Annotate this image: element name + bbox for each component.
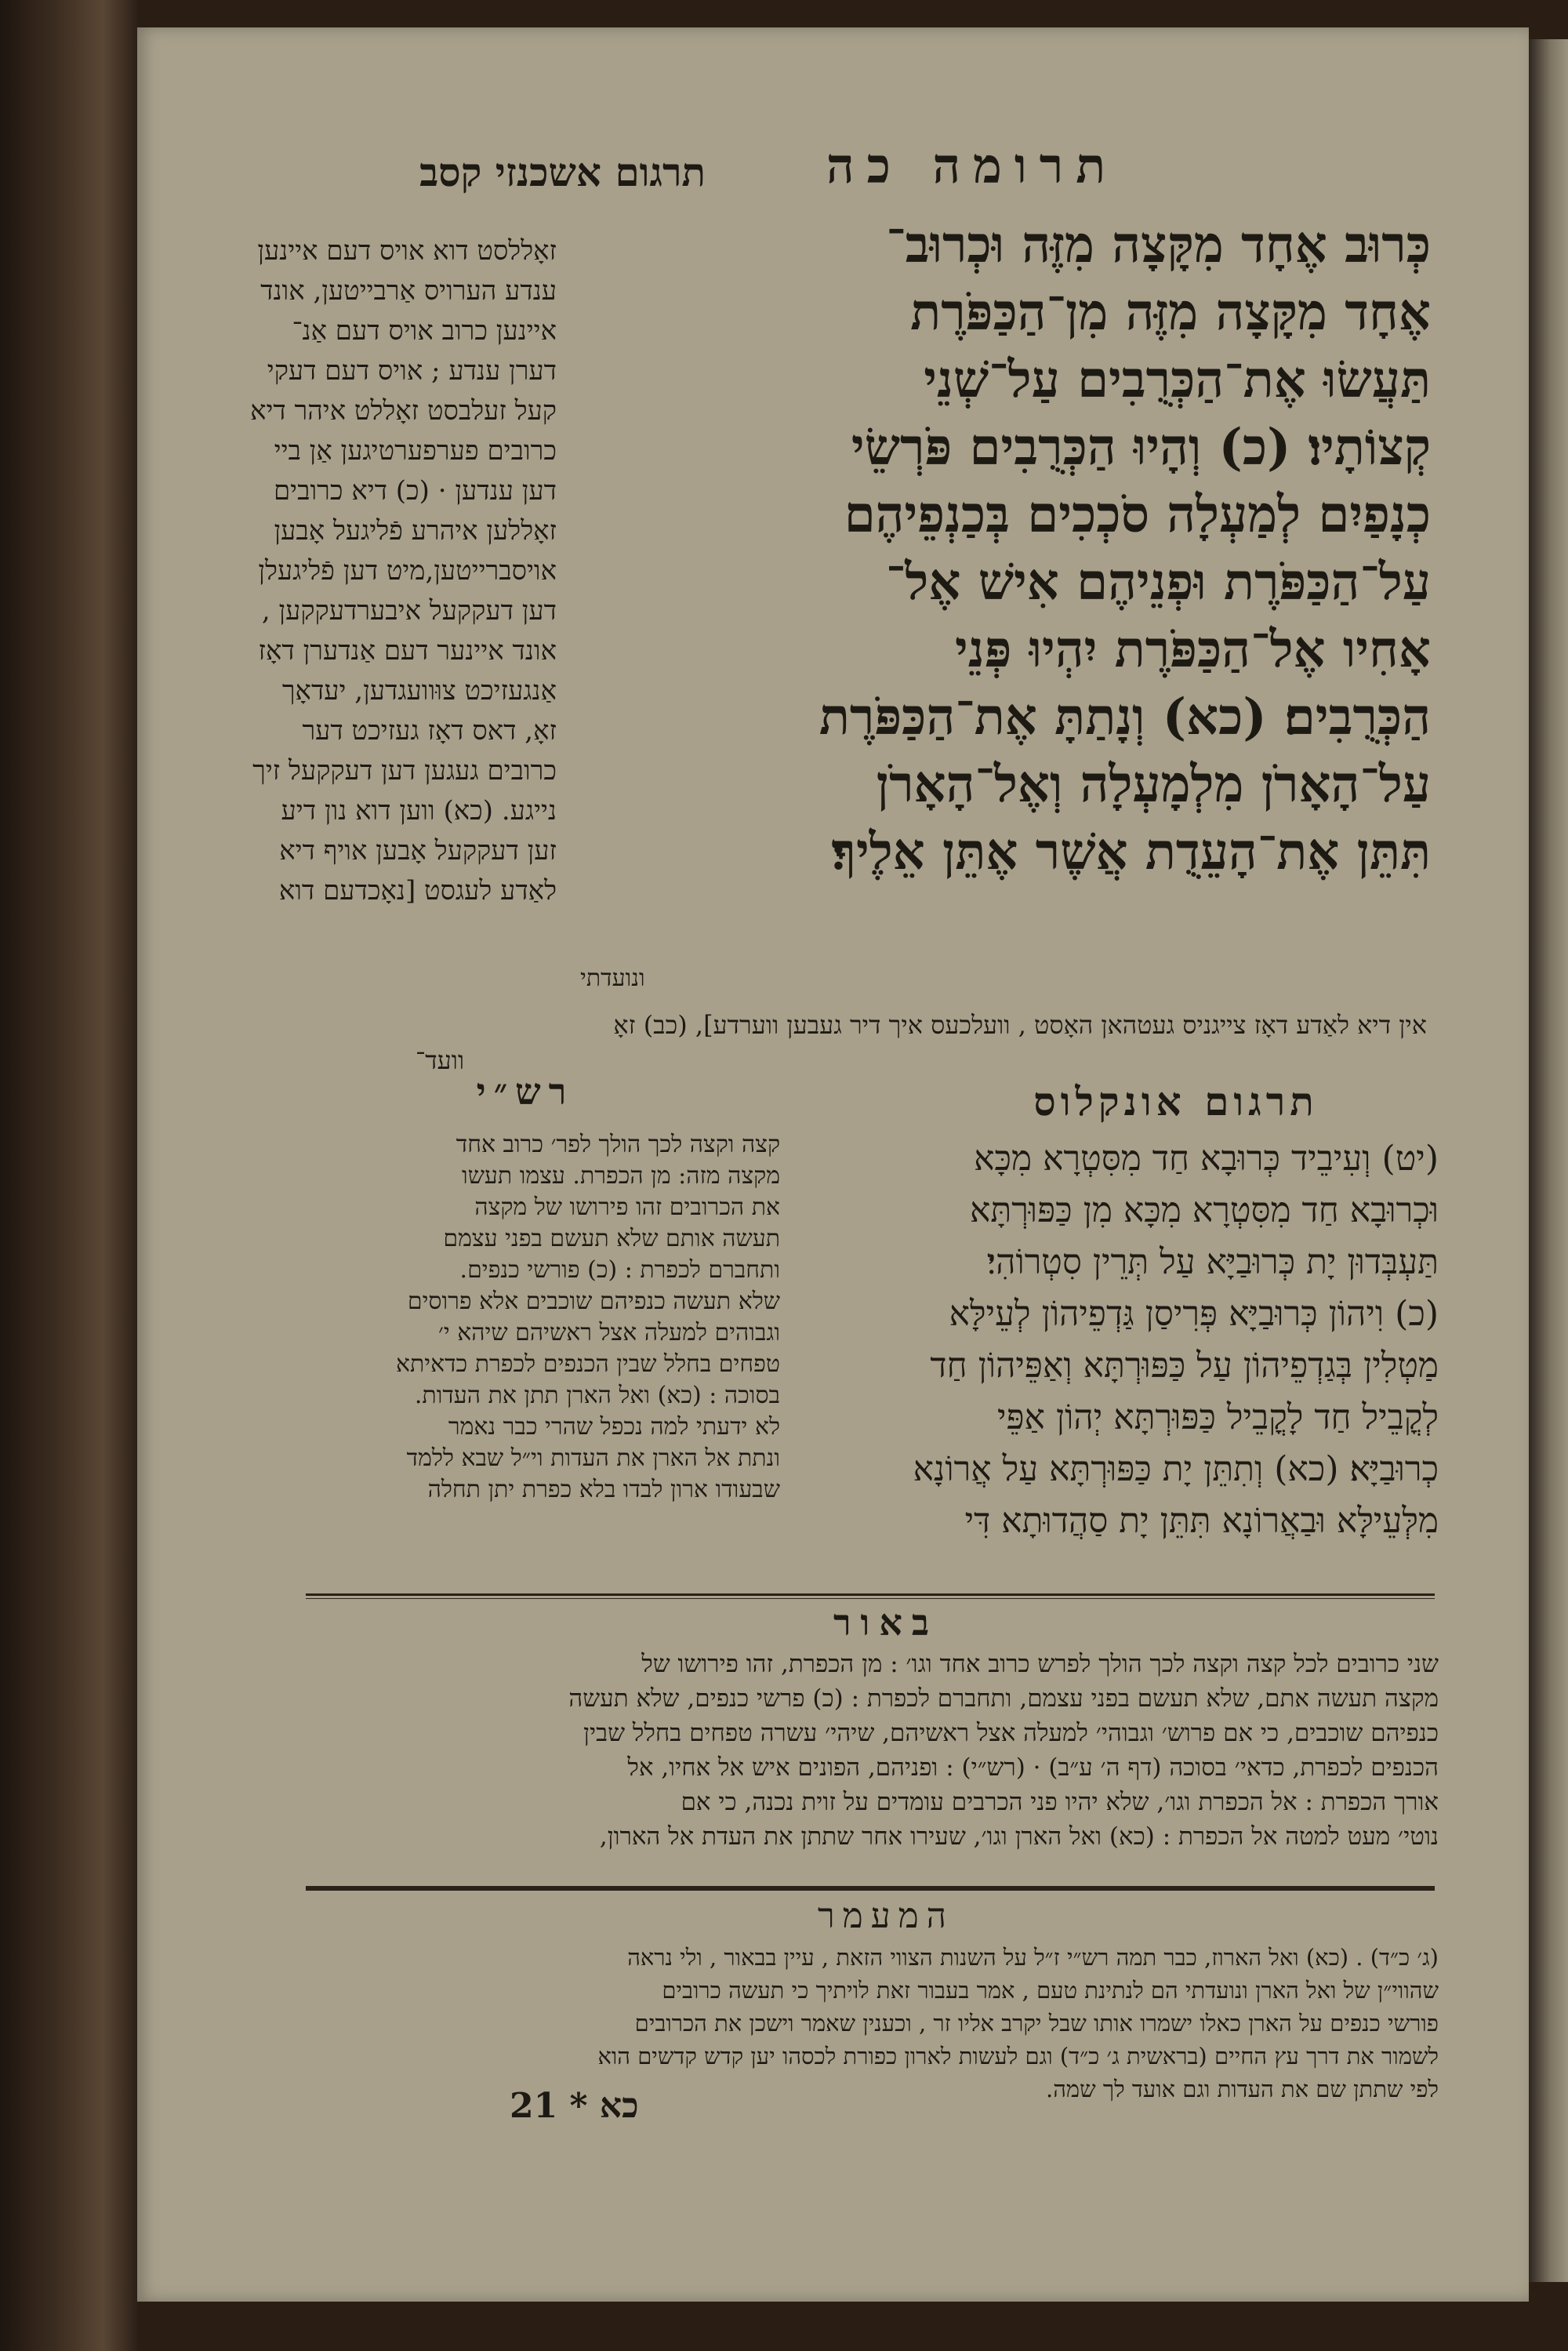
- rashi-heading: רש״י: [476, 1070, 575, 1113]
- translation-line: אויסברייטען,מיט דען פֿליגעלן: [258, 555, 557, 587]
- onkelos-line: (יט) וְעִיבֵיד כְּרוּבָא חַד מִסִּטְרָא מִכָּא: [974, 1139, 1439, 1179]
- translation-line: זאָ, דאס דאָז געזיכט דער: [302, 715, 557, 747]
- torah-line: קְצוֹתָיו׃ (כ) וְהָיוּ הַכְּרֻבִים פֹּרְשֵׂי: [851, 418, 1431, 477]
- torah-text: [580, 212, 1431, 886]
- translation-line: איינען כרוב אויס דעם אַנ־: [292, 315, 557, 347]
- hameamer-commentary: [310, 1941, 1439, 2106]
- hameamer-line: פורשי כנפים על הארן כאלו ישמרו אותו שבל יקרב אליו זר , וכענין שאמר וישכן את הכרובים: [634, 2010, 1439, 2037]
- translation-continuation: [157, 1008, 1427, 1078]
- section-divider: [306, 1886, 1435, 1891]
- catchword: ונועדתי: [580, 965, 645, 992]
- biur-line: אורך הכפרת : אל הכפרת וגו׳, שלא יהיו פני הכרבים עומדים על זוית נכנה, כי אם: [681, 1788, 1439, 1816]
- biur-commentary: [310, 1647, 1439, 1854]
- rashi-line: ותחברם לכפרת : (כ) פורשי כנפים.: [459, 1256, 780, 1284]
- translation-line: דען דעקקעל איבערדעקקען ,: [261, 595, 557, 627]
- signature-mark: 21 * כא: [510, 2086, 639, 2126]
- translation-line: אַנגעזיכט צוּוועגדען, יעדאָך: [281, 675, 557, 707]
- rashi-commentary: [310, 1129, 780, 1506]
- translation-cont-line: וועד־: [416, 1045, 465, 1075]
- rashi-line: בסוכה : (כא) ואל הארן תתן את העדות.: [414, 1382, 780, 1409]
- parsha-heading: תרומה כה: [826, 137, 1119, 194]
- translation-line: כרובים געגען דען דעקקעל זיך: [252, 755, 557, 787]
- translation-line: זאָללסט דוא אויס דעם איינען: [257, 235, 557, 267]
- hameamer-line: שהווי״ן של ואל הארן ונועדתי הם לנתינת טעם , אמר בעבור זאת לויתיך כי תעשה כרובים: [662, 1977, 1439, 2004]
- translation-line: קעל זעלבסט זאָללט איהר דיא: [250, 395, 557, 427]
- translation-line: דען ענדען · (כ) דיא כרובים: [273, 475, 557, 507]
- rashi-line: שבעודו ארון לבדו בלא כפרת יתן תחלה: [427, 1476, 780, 1503]
- rashi-line: ונתת אל הארן את העדות וי״ל שבא ללמד: [406, 1444, 780, 1472]
- rashi-line: את הכרובים זהו פירושו של מקצה: [474, 1194, 780, 1221]
- onkelos-line: מַטְלִין בְּגַדְפֵיהוֹן עַל כַּפּוּרְתָּא וְאַפֵּיהוֹן חַד: [930, 1346, 1439, 1386]
- onkelos-heading: תרגום אונקלוס: [1033, 1078, 1319, 1125]
- torah-line: אָחִיו אֶל־הַכַּפֹּרֶת יִהְיוּ פְּנֵי: [954, 620, 1431, 679]
- biur-line: מקצה תעשה אתם, שלא תעשם בפני עצמם, ותחברם לכפרת : (כ) פרשי כנפים, שלא תעשה: [568, 1684, 1439, 1713]
- hameamer-line: לשמור את דרך עץ החיים (בראשית ג׳ כ״ד) וגם לעשות לארון כפורת לכסהו יען קדש קדשים הוא: [597, 2043, 1439, 2069]
- onkelos-line: וּכְרוּבָא חַד מִסִּטְרָא מִכָּא מִן כַּפּוּרְתָּא: [969, 1190, 1439, 1230]
- biur-line: כנפיהם שוכבים, כי אם פרוש׳ וגבוהי׳ למעלה אצל ראשיהם, שיהי׳ עשרה טפחים בחלל שבין: [583, 1719, 1439, 1747]
- hameamer-heading: המעמר: [818, 1896, 954, 1936]
- book-page-edges-right: [1525, 39, 1568, 2282]
- biur-heading: באור: [833, 1601, 939, 1644]
- translation-line: ענדע הערויס אַרבייטען, אונד: [260, 275, 557, 307]
- torah-line: תַּעֲשׂוּ אֶת־הַכְּרֻבִים עַל־שְׁנֵי: [924, 351, 1431, 409]
- hameamer-line: (ג׳ כ״ד) . (כא) ואל הארוז, כבר תמה רש״י ז״ל על השנות הצווי הזאת , עיין בבאור , ולי נראה: [627, 1944, 1439, 1971]
- german-translation-column: [157, 231, 557, 911]
- translation-line: אונד איינער דעם אַנדערן דאָז: [258, 635, 557, 667]
- rashi-line: שלא תעשה כנפיהם שוכבים אלא פרוסים: [407, 1288, 780, 1315]
- hameamer-line: לפי שתתן שם את העדות וגם אועד לך שמה.: [1046, 2076, 1439, 2102]
- translation-line: כרובים פערפערטיגען אַן ביי: [274, 435, 557, 467]
- biur-line: הכנפים לכפרת, כדאי׳ בסוכה (דף ה׳ ע״ב) · (רש״י) : ופניהם, הפונים איש אל אחיו, אל: [627, 1753, 1439, 1782]
- torah-line: כְנָפַיִם לְמַעְלָה סֹכְכִים בְּכַנְפֵיהֶם: [844, 485, 1431, 544]
- translation-cont-line: אין דיא לאַדע דאָז צייגניס געטהאן האָסט , וועלכעס איך דיר געבען ווערדע], (כב) זאָ: [613, 1010, 1427, 1040]
- biur-line: שני כרובים לכל קצה וקצה לכך הולך לפרש כרוב אחד וגו׳ : מן הכפרת, זהו פירושו של: [641, 1650, 1439, 1678]
- biur-line: נוטי׳ מעט למטה אל הכפרת : (כא) ואל הארן וגו׳, שעירו אחר שתתן את העדת אל הארון,: [599, 1822, 1439, 1851]
- torah-line: עַל־הַכַּפֹּרֶת וּפְנֵיהֶם אִישׁ אֶל־: [885, 553, 1431, 612]
- onkelos-line: תַּעְבְּדוּן יָת כְּרוּבַיָּא עַל תְּרֵין סִטְרוֹהִי׃: [986, 1242, 1439, 1282]
- section-divider: [306, 1593, 1435, 1596]
- rashi-line: טפחים בחלל שבין הכנפים לכפרת כדאיתא: [395, 1350, 780, 1378]
- onkelos-line: לְקֳבֵיל חַד לָקֳבֵיל כַּפּוּרְתָּא יְהוֹן אַפֵּי: [996, 1397, 1439, 1437]
- rashi-line: קצה וקצה לכך הולך לפר׳ כרוב אחד: [456, 1131, 780, 1158]
- rashi-line: מקצה מזה: מן הכפרת. עצמו תעשו: [462, 1162, 780, 1190]
- onkelos-line: מִלְּעֵילָּא וּבַאֲרוֹנָא תִּתֵּן יָת סַהֲדוּתָא דִּי: [964, 1501, 1439, 1541]
- translation-line: נייגע. (כא) ווען דוא נון דיע: [281, 795, 557, 827]
- book-page-edges-left: [0, 0, 137, 2351]
- translation-heading: תרגום אשכנזי קסב: [419, 149, 706, 195]
- onkelos-line: (כ) וִיהוֹן כְּרוּבַיָּא פְּרִיסַן גַּדְפֵיהוֹן לְעֵילָּא: [949, 1294, 1439, 1334]
- rashi-line: וגבוהים למעלה אצל ראשיהם שיהא י׳: [437, 1319, 780, 1346]
- translation-line: דערן ענדע ; אויס דעם דעקי: [267, 355, 557, 387]
- torah-line: עַל־הָאָרֹן מִלְמָעְלָה וְאֶל־הָאָרֹן: [876, 755, 1431, 814]
- translation-line: זאָללען איהרע פֿליגעל אָבען: [274, 515, 557, 547]
- translation-line: זען דעקקעל אָבען אויף דיא: [279, 835, 557, 867]
- rashi-line: תעשה אותם שלא תעשם בפני עצמם: [443, 1225, 780, 1252]
- translation-line: לאַדע לעגסט [נאָכדעם דוא: [278, 875, 557, 907]
- rashi-line: לא ידעתי למה נכפל שהרי כבר נאמר: [448, 1413, 780, 1441]
- torah-line: תִּתֵּן אֶת־הָעֵדֻת אֲשֶׁר אֶתֵּן אֵלֶיךָ׃: [831, 823, 1431, 881]
- torah-line: כְּרוּב אֶחָד מִקָּצָה מִזֶּה וּכְרוּב־: [886, 216, 1431, 274]
- section-divider: [306, 1598, 1435, 1599]
- torah-line: הַכְּרֻבִים׃ (כא) וְנָתַתָּ אֶת־הַכַּפֹּרֶת: [818, 688, 1431, 747]
- onkelos-line: כְרוּבַיָּא׃ (כא) וְתִתֵּן יָת כַּפּוּרְתָּא עַל אֲרוֹנָא: [913, 1449, 1439, 1489]
- onkelos-text: [804, 1133, 1439, 1547]
- torah-line: אֶחָד מִקָּצָה מִזֶּה מִן־הַכַּפֹּרֶת: [910, 283, 1431, 342]
